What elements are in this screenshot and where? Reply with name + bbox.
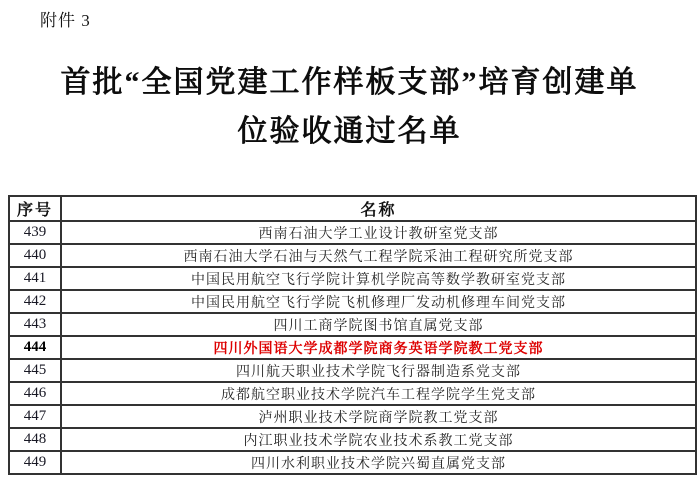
column-header-name: 名称	[61, 196, 696, 221]
row-id-cell: 449	[9, 451, 61, 474]
table-row	[9, 313, 696, 336]
row-id-cell: 444	[9, 336, 61, 359]
table-header-row	[9, 196, 696, 221]
row-name-cell: 四川航天职业技术学院飞行器制造系党支部	[61, 359, 696, 382]
row-name-cell: 泸州职业技术学院商学院教工党支部	[61, 405, 696, 428]
table-row	[9, 359, 696, 382]
table-row	[9, 290, 696, 313]
row-name-cell: 中国民用航空飞行学院计算机学院高等数学教研室党支部	[61, 267, 696, 290]
row-id-cell: 446	[9, 382, 61, 405]
row-name-cell: 成都航空职业技术学院汽车工程学院学生党支部	[61, 382, 696, 405]
row-name-cell: 四川工商学院图书馆直属党支部	[61, 313, 696, 336]
row-id-cell: 439	[9, 221, 61, 244]
title-line-2: 位验收通过名单	[237, 115, 462, 148]
row-name-cell: 西南石油大学工业设计教研室党支部	[61, 221, 696, 244]
table-row	[9, 221, 696, 244]
page-title	[0, 58, 699, 156]
row-name-cell: 内江职业技术学院农业技术系教工党支部	[61, 428, 696, 451]
row-id-cell: 445	[9, 359, 61, 382]
row-id-cell: 447	[9, 405, 61, 428]
title-line-1: 首批“全国党建工作样板支部”培育创建单	[60, 66, 639, 99]
row-id-cell: 443	[9, 313, 61, 336]
table-row	[9, 451, 696, 474]
table-row	[9, 244, 696, 267]
row-name-cell: 中国民用航空飞行学院飞机修理厂发动机修理车间党支部	[61, 290, 696, 313]
table-row	[9, 405, 696, 428]
row-id-cell: 440	[9, 244, 61, 267]
column-header-id: 序号	[9, 196, 61, 221]
table-row	[9, 267, 696, 290]
row-name-cell: 四川水利职业技术学院兴蜀直属党支部	[61, 451, 696, 474]
table-row-highlighted	[9, 336, 696, 359]
table-row	[9, 428, 696, 451]
attachment-label: 附件 3	[40, 11, 91, 30]
row-id-cell: 448	[9, 428, 61, 451]
roster-table	[8, 195, 697, 475]
row-id-cell: 441	[9, 267, 61, 290]
row-name-cell: 四川外国语大学成都学院商务英语学院教工党支部	[61, 336, 696, 359]
row-name-cell: 西南石油大学石油与天然气工程学院采油工程研究所党支部	[61, 244, 696, 267]
row-id-cell: 442	[9, 290, 61, 313]
table-row	[9, 382, 696, 405]
